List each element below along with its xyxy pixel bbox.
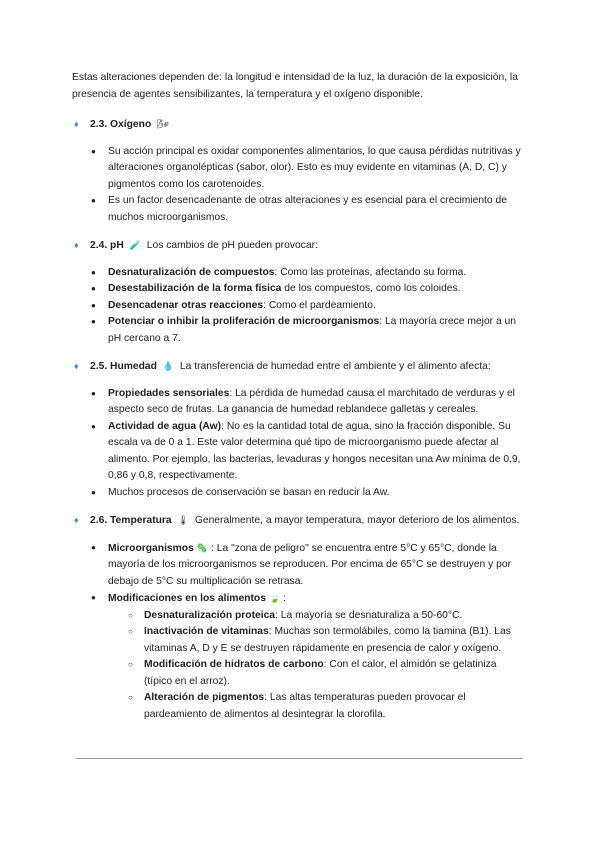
list-item: ● Potenciar o inhibir la proliferación de microorganismos: La mayoría crece mejor a un pH cercano a 7. bbox=[108, 314, 527, 347]
list-item: ● Actividad de agua (Aw): No es la cantidad total de agua, sino la fracción disponible. Su escala va de 0 a 1. Este valor determina qué tipo de microorganismo puede afectar al alimento. Por ejemplo, las bacterias, levaduras y hongos necesitan una Aw mínima de 0,9, 0,86 y 0,8, respectivamente. bbox=[108, 419, 527, 485]
list-item: ● Modificaciones en los alimentos 🍃 : ○ Desnaturalización proteica: La mayoría se desnaturaliza a 50-60°C. ○ Inactivación de vitaminas: Muchas son termolábiles, como la tiamina (B1). Las vitaminas A, D y E se destruyen rápidamente en presencia de calor y oxígeno. ○ Modificación de hidratos de carbono: Con el calor, el almidón se gelatiniza (típico en el arroz). ○ Alteración de pigmentos: Las altas temperaturas pueden provocar el pardeamiento de alimentos al desintegrar la clorofila. bbox=[108, 590, 527, 723]
list-item: ● Desestabilización de la forma física de los compuestos, como los coloides. bbox=[108, 281, 527, 298]
section-title: 2.3. Oxígeno bbox=[90, 119, 152, 130]
modificaciones-sublist bbox=[108, 608, 527, 724]
ph-list bbox=[72, 265, 527, 348]
temperatura-list bbox=[72, 540, 527, 724]
section-intro: Generalmente, a mayor temperatura, mayor deterioro de los alimentos. bbox=[194, 515, 520, 526]
section-title: 2.4. pH bbox=[90, 240, 124, 251]
droplet-icon: 💧 bbox=[162, 361, 175, 371]
test-tube-icon: 🧪 bbox=[129, 240, 141, 250]
oxigeno-list bbox=[72, 144, 527, 227]
list-item: ● Es un factor desencadenante de otras alteraciones y es esencial para el crecimiento de muchos microorganismos. bbox=[108, 193, 527, 226]
list-item: ● Desnaturalización de compuestos: Como las proteínas, afectando su forma. bbox=[108, 265, 527, 282]
diamond-bullet-icon: ♦ bbox=[74, 119, 79, 129]
list-item: ● Propiedades sensoriales: La pérdida de humedad causa el marchitado de verduras y el aspecto seco de frutas. La ganancia de humedad reblandece galletas y cereales. bbox=[108, 386, 527, 419]
diamond-bullet-icon: ♦ bbox=[74, 515, 79, 525]
diamond-bullet-icon: ♦ bbox=[74, 361, 79, 371]
section-intro: Los cambios de pH pueden provocar: bbox=[146, 240, 318, 251]
document-body bbox=[72, 70, 527, 734]
list-item: ● Su acción principal es oxidar componentes alimentarios, lo que causa pérdidas nutritivas y alteraciones organolépticas (sabor, olor). Esto es muy evidente en vitaminas (A, D, C) y pigmentos como los carotenoides. bbox=[108, 144, 527, 194]
sublist-item: ○ Desnaturalización proteica: La mayoría se desnaturaliza a 50-60°C. bbox=[144, 608, 527, 625]
section-ph-heading bbox=[72, 237, 527, 255]
microbe-icon: 🦠 bbox=[196, 542, 209, 553]
list-item: ● Muchos procesos de conservación se basan en reducir la Aw. bbox=[108, 485, 527, 502]
section-humedad-heading bbox=[72, 358, 527, 376]
sublist-item: ○ Alteración de pigmentos: Las altas temperaturas pueden provocar el pardeamiento de alimentos al desintegrar la clorofila. bbox=[144, 690, 527, 723]
section-oxigeno-heading bbox=[72, 116, 527, 134]
horizontal-rule bbox=[76, 758, 523, 759]
sublist-item: ○ Inactivación de vitaminas: Muchas son termolábiles, como la tiamina (B1). Las vitaminas A, D y E se destruyen rápidamente en presencia de calor y oxígeno. bbox=[144, 624, 527, 657]
thermometer-icon: 🌡 bbox=[177, 515, 189, 525]
list-item: ● Microorganismos 🦠 : La "zona de peligro" se encuentra entre 5°C y 65°C, donde la mayoría de los microorganismos se reproducen. Por encima de 65°C se destruyen y por debajo de 5°C su multiplicación se retrasa. bbox=[108, 540, 527, 591]
wind-icon: 🌬 bbox=[157, 119, 169, 129]
section-intro: La transferencia de humedad entre el ambiente y el alimento afecta: bbox=[179, 361, 491, 372]
section-title: 2.6. Temperatura bbox=[90, 515, 172, 526]
leaf-icon: 🍃 bbox=[268, 593, 281, 603]
humedad-list bbox=[72, 386, 527, 502]
diamond-bullet-icon: ♦ bbox=[74, 240, 79, 250]
intro-paragraph: Estas alteraciones dependen de: la longitud e intensidad de la luz, la duración de la exposición, la presencia de agentes sensibilizantes, la temperatura y el oxígeno disponible. bbox=[72, 72, 518, 100]
section-title: 2.5. Humedad bbox=[90, 361, 157, 372]
sublist-item: ○ Modificación de hidratos de carbono: Con el calor, el almidón se gelatiniza (típico en el arroz). bbox=[144, 657, 527, 690]
section-temperatura-heading bbox=[72, 512, 527, 530]
list-item: ● Desencadenar otras reacciones: Como el pardeamiento. bbox=[108, 298, 527, 315]
